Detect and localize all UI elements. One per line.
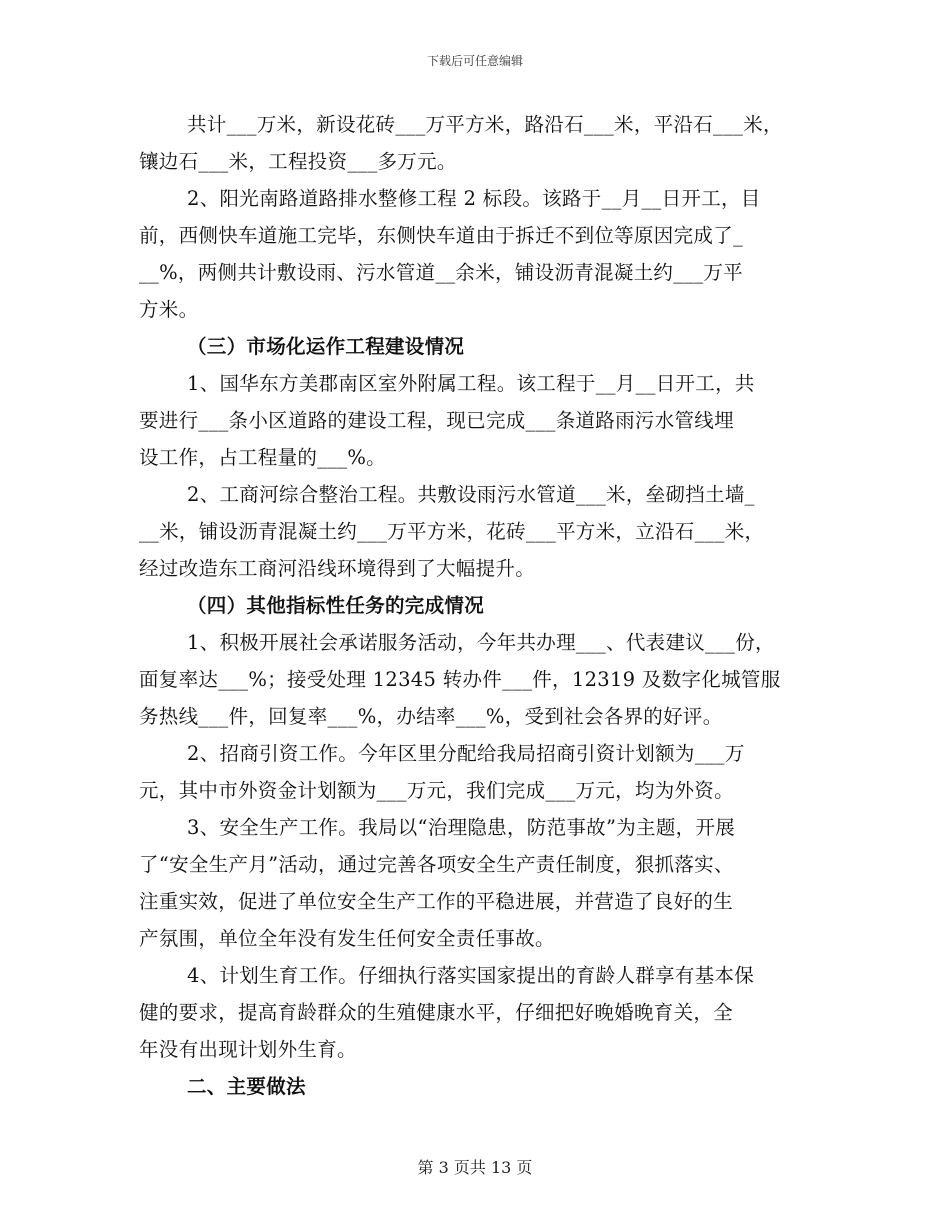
paragraph-line: 3、安全生产工作。我局以“治理隐患，防范事故”为主题，开展 [187, 816, 736, 839]
heading-text: （三）市场化运作工程建设情况 [187, 335, 465, 358]
paragraph-line: 务热线___件，回复率___%，办结率___%，受到社会各界的好评。 [139, 705, 723, 728]
paragraph-line: 4、计划生育工作。仔细执行落实国家提出的育龄人群享有基本保 [187, 964, 755, 987]
paragraph-line: 设工作，占工程量的___%。 [139, 446, 386, 469]
paragraph-line: 了“安全生产月”活动，通过完善各项安全生产责任制度，狠抓落实、 [139, 853, 734, 876]
paragraph-line: 面复率达___%；接受处理 12345 转办件___件，12319 及数字化城管服 [139, 668, 781, 691]
paragraph-line: 共计___万米，新设花砖___万平方米，路沿石___米，平沿石___米， [187, 113, 783, 136]
paragraph-line: 元，其中市外资金计划额为___万元，我们完成___万元，均为外资。 [139, 779, 734, 802]
paragraph [139, 476, 811, 587]
page-footer: 第 3 页共 13 页 [417, 1158, 533, 1177]
paragraph-line: 镶边石___米，工程投资___多万元。 [139, 150, 457, 173]
paragraph-line: 2、招商引资工作。今年区里分配给我局招商引资计划额为___万 [187, 742, 745, 765]
document-body [139, 106, 811, 1105]
section-heading [139, 328, 811, 365]
paragraph [139, 624, 811, 735]
section-heading [139, 587, 811, 624]
paragraph [139, 957, 811, 1068]
paragraph-line: 1、积极开展社会承诺服务活动，今年共办理___、代表建议___份， [187, 631, 775, 654]
heading-text: 二、主要做法 [187, 1075, 306, 1098]
paragraph-line: 2、阳光南路道路排水整修工程 2 标段。该路于__月__日开工，目 [187, 187, 761, 210]
paragraph [139, 106, 811, 180]
paragraph [139, 809, 811, 957]
paragraph [139, 180, 811, 328]
paragraph-line: __%，两侧共计敷设雨、污水管道__余米，铺设沥青混凝土约___万平 [139, 261, 743, 284]
paragraph-line: 要进行___条小区道路的建设工程，现已完成___条道路雨污水管线埋 [139, 409, 734, 432]
paragraph-line: 前，西侧快车道施工完毕，东侧快车道由于拆迁不到位等原因完成了_ [139, 224, 744, 247]
paragraph [139, 365, 811, 476]
page-header: 下载后可任意编辑 [426, 54, 523, 68]
paragraph-line: 注重实效，促进了单位安全生产工作的平稳进展，并营造了良好的生 [139, 890, 734, 913]
paragraph-line: __米，铺设沥青混凝土约___万平方米，花砖___平方米，立沿石___米， [139, 520, 765, 543]
paragraph-line: 2、工商河综合整治工程。共敷设雨污水管道___米，垒砌挡土墙_ [187, 483, 755, 506]
heading-text: （四）其他指标性任务的完成情况 [187, 594, 485, 617]
paragraph-line: 产氛围，单位全年没有发生任何安全责任事故。 [139, 927, 555, 950]
paragraph [139, 735, 811, 809]
paragraph-line: 年没有出现计划外生育。 [139, 1038, 357, 1061]
paragraph-line: 方米。 [139, 298, 199, 321]
paragraph-line: 1、国华东方美郡南区室外附属工程。该工程于__月__日开工，共 [187, 372, 755, 395]
paragraph-line: 健的要求，提高育龄群众的生殖健康水平，仔细把好晚婚晚育关，全 [139, 1001, 734, 1024]
paragraph-line: 经过改造东工商河沿线环境得到了大幅提升。 [139, 557, 536, 580]
section-heading [139, 1068, 811, 1105]
